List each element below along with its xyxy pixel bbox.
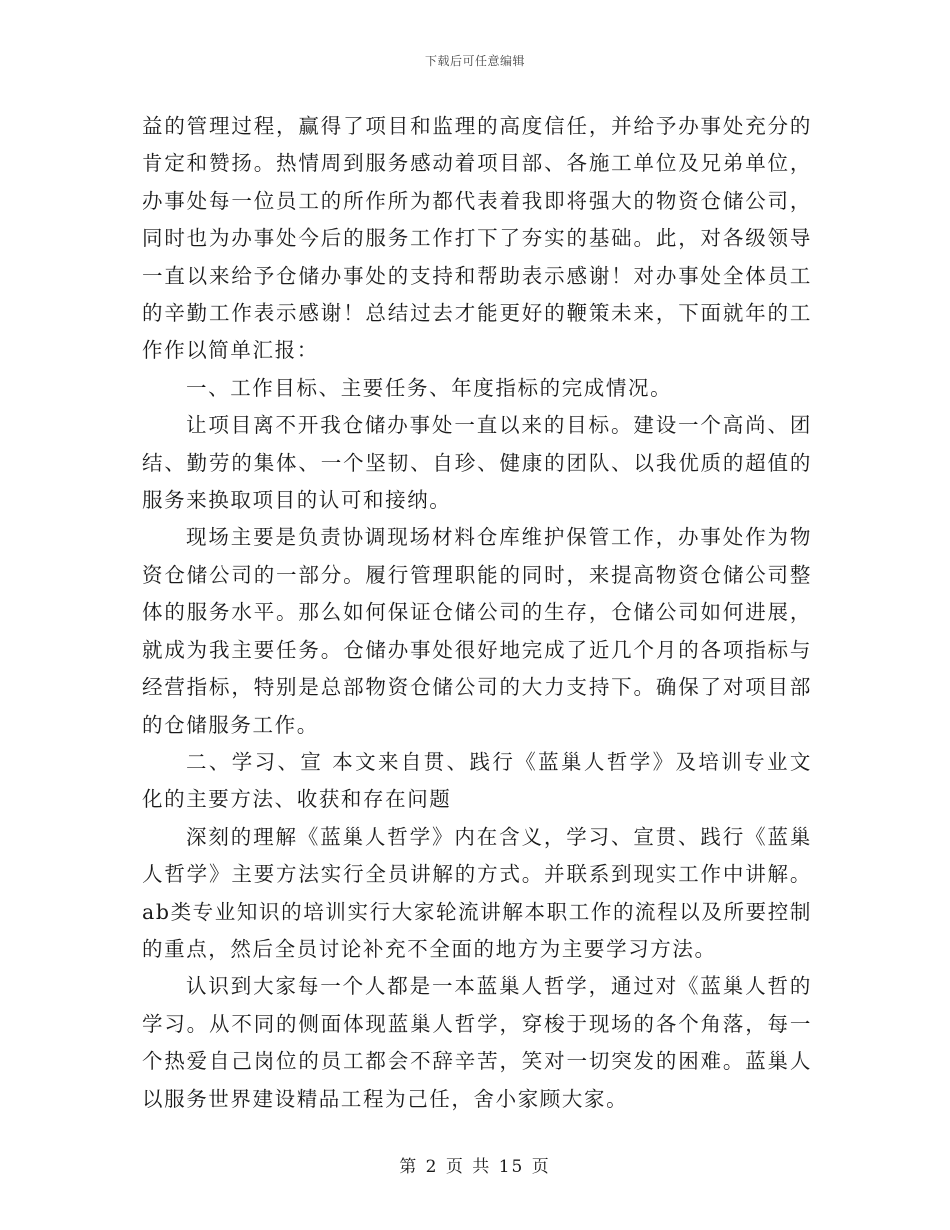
- document-body: [142, 108, 812, 1118]
- paragraph-philosophy: 认识到大家每一个人都是一本蓝巢人哲学，通过对《蓝巢人哲的学习。从不同的侧面体现蓝巢人哲学，穿梭于现场的各个角落，每一个热爱自己岗位的员工都会不辞辛苦，笑对一切突发的困难。蓝巢人以服务世界建设精品工程为己任，舍小家顾大家。: [142, 974, 812, 1111]
- page-header: 下载后可任意编辑: [424, 54, 525, 68]
- section-heading-2: 二、学习、宣 本文来自贯、践行《蓝巢人哲学》及培训专业文化的主要方法、收获和存在问题: [142, 749, 812, 812]
- paragraph-responsibilities: 现场主要是负责协调现场材料仓库维护保管工作，办事处作为物资仓储公司的一部分。履行管理职能的同时，来提高物资仓储公司整体的服务水平。那么如何保证仓储公司的生存，仓储公司如何进展，就成为我主要任务。仓储办事处很好地完成了近几个月的各项指标与经营指标，特别是总部物资仓储公司的大力支持下。确保了对项目部的仓储服务工作。: [142, 525, 812, 737]
- paragraph-learning-methods: 深刻的理解《蓝巢人哲学》内在含义，学习、宣贯、践行《蓝巢人哲学》主要方法实行全员讲解的方式。并联系到现实工作中讲解。ab类专业知识的培训实行大家轮流讲解本职工作的流程以及所要控制的重点，然后全员讨论补充不全面的地方为主要学习方法。: [142, 824, 812, 961]
- paragraph-goals: 让项目离不开我仓储办事处一直以来的目标。建设一个高尚、团结、勤劳的集体、一个坚韧、自珍、健康的团队、以我优质的超值的服务来换取项目的认可和接纳。: [142, 413, 812, 513]
- page-number-footer: 第 2 页 共 15 页: [399, 1157, 551, 1177]
- paragraph-intro-continued: 益的管理过程，赢得了项目和监理的高度信任，并给予办事处充分的肯定和赞扬。热情周到服务感动着项目部、各施工单位及兄弟单位，办事处每一位员工的所作所为都代表着我即将强大的物资仓储公司，同时也为办事处今后的服务工作打下了夯实的基础。此，对各级领导一直以来给予仓储办事处的支持和帮助表示感谢！对办事处全体员工的辛勤工作表示感谢！总结过去才能更好的鞭策未来，下面就年的工作作以简单汇报：: [142, 114, 812, 363]
- section-heading-1: 一、工作目标、主要任务、年度指标的完成情况。: [186, 375, 673, 400]
